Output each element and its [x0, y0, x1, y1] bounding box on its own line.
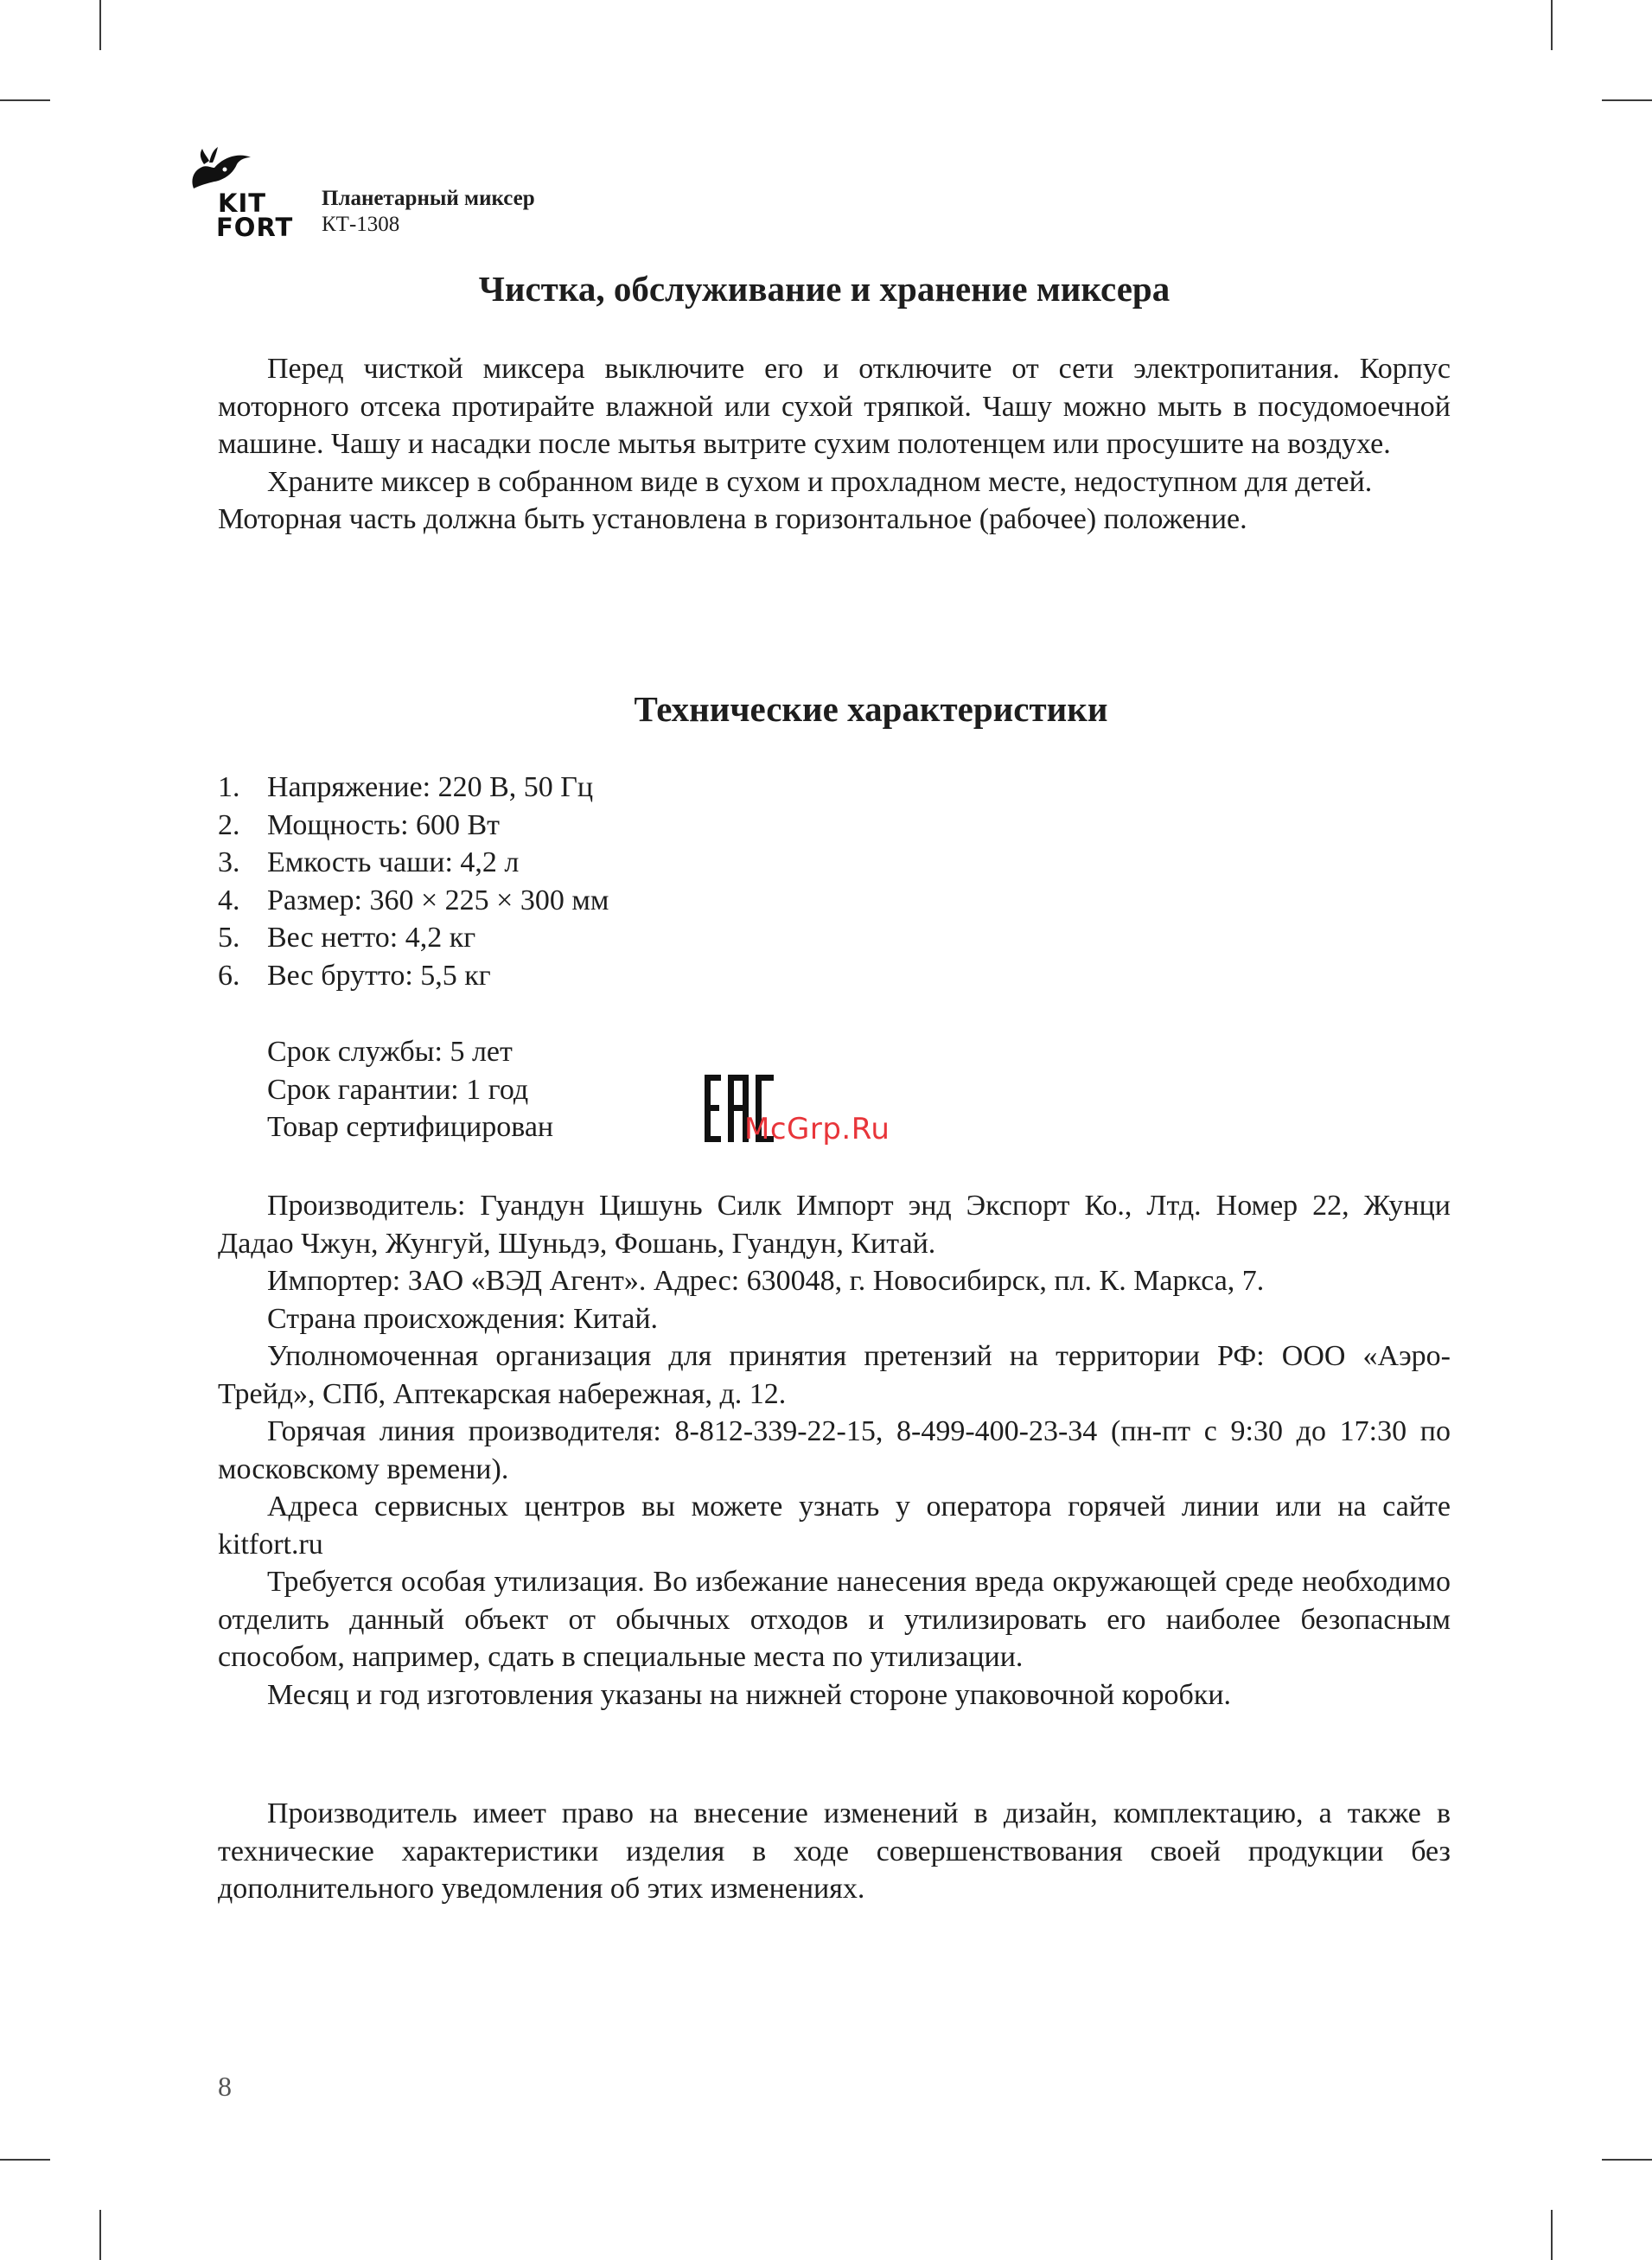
- warranty-period: Срок гарантии: 1 год: [267, 1073, 529, 1106]
- brand-fort: FORT: [216, 213, 294, 242]
- crop-mark: [99, 2210, 101, 2260]
- spec-text: Размер: 360 × 225 × 300 мм: [267, 884, 609, 916]
- list-number: 5.: [218, 922, 240, 954]
- certification-note: Товар сертифицирован: [267, 1111, 554, 1143]
- crop-mark: [1602, 2159, 1652, 2161]
- crop-mark: [0, 99, 50, 101]
- section-title-cleaning: Чистка, обслуживание и хранение миксера: [478, 269, 1170, 309]
- paragraph: Уполномоченная организация для принятия претензий на территории РФ: ООО «Аэро-Трейд», СПб, Аптекарская набережная, д. 12.: [218, 1340, 1451, 1410]
- product-name: Планетарный миксер: [322, 187, 535, 210]
- specs-list: [218, 769, 609, 994]
- list-number: 6.: [218, 959, 240, 992]
- paragraph: Адреса сервисных центров вы можете узнать у оператора горячей линии или на сайте kitfort.ru: [218, 1491, 1451, 1561]
- disclaimer: [218, 1795, 1451, 1908]
- paragraph: Перед чисткой миксера выключите его и отключите от сети электропитания. Корпус моторного отсека протирайте влажной или сухой тряпкой. Чашу можно мыть в посудомоечной машине. Чашу и насадки после мытья вытрите сухим полотенцем или просушите на воздухе.: [218, 353, 1451, 460]
- crop-mark: [1602, 99, 1652, 101]
- list-number: 4.: [218, 884, 240, 916]
- paragraph: Горячая линия производителя: 8-812-339-22-15, 8-499-400-23-34 (пн-пт с 9:30 до 17:30 по московскому времени).: [218, 1415, 1451, 1485]
- paragraph: Страна происхождения: Китай.: [267, 1302, 659, 1335]
- cleaning-section: [218, 350, 1451, 539]
- kitfort-logo: [188, 138, 301, 242]
- page-number: 8: [218, 2071, 232, 2102]
- service-info: [267, 1033, 553, 1146]
- paragraph: Храните миксер в собранном виде в сухом и прохладном месте, недоступном для детей. Моторная часть должна быть установлена в горизонтальное (рабочее) положение.: [218, 465, 1373, 535]
- spec-text: Вес брутто: 5,5 кг: [267, 959, 491, 992]
- list-number: 3.: [218, 846, 240, 878]
- list-item: [218, 769, 609, 807]
- list-number: 1.: [218, 771, 240, 803]
- watermark: McGrp.Ru: [744, 1112, 890, 1146]
- crop-mark: [1551, 0, 1553, 50]
- spec-text: Напряжение: 220 В, 50 Гц: [267, 771, 594, 803]
- paragraph: Месяц и год изготовления указаны на нижней стороне упаковочной коробки.: [267, 1678, 1232, 1711]
- spec-text: Вес нетто: 4,2 кг: [267, 922, 476, 954]
- manufacturer-info: [218, 1187, 1451, 1714]
- list-item: [218, 807, 609, 845]
- spec-text: Емкость чаши: 4,2 л: [267, 846, 520, 878]
- list-number: 2.: [218, 808, 240, 841]
- list-item: [218, 844, 609, 882]
- paragraph: Производитель: Гуандун Цишунь Силк Импорт энд Экспорт Ко., Лтд. Номер 22, Жунци Дадао Чжун, Жунгуй, Шуньдэ, Фошань, Гуандун, Китай.: [218, 1190, 1451, 1260]
- list-item: [218, 882, 609, 920]
- crop-mark: [0, 2159, 50, 2161]
- crop-mark: [99, 0, 101, 50]
- crop-mark: [1551, 2210, 1553, 2260]
- paragraph: Требуется особая утилизация. Во избежание нанесения вреда окружающей среде необходимо отделить данный объект от обычных отходов и утилизировать его наиболее безопасным способом, например, сдать в специальные места по утилизации.: [218, 1566, 1451, 1673]
- section-title-specs: Технические характеристики: [634, 689, 1108, 729]
- spec-text: Мощность: 600 Вт: [267, 808, 501, 841]
- list-item: [218, 957, 609, 995]
- service-life: Срок службы: 5 лет: [267, 1036, 513, 1068]
- brand-kit: KIT: [218, 188, 267, 218]
- product-model: КТ-1308: [322, 213, 400, 236]
- paragraph: Производитель имеет право на внесение изменений в дизайн, комплектацию, а также в технические характеристики изделия в ходе совершенствования своей продукции без дополнительного уведомления об этих изменениях.: [218, 1797, 1451, 1905]
- product-header: [322, 186, 535, 238]
- paragraph: Импортер: ЗАО «ВЭД Агент». Адрес: 630048, г. Новосибирск, пл. К. Маркса, 7.: [267, 1265, 1265, 1297]
- list-item: [218, 919, 609, 957]
- whale-icon: [188, 138, 254, 190]
